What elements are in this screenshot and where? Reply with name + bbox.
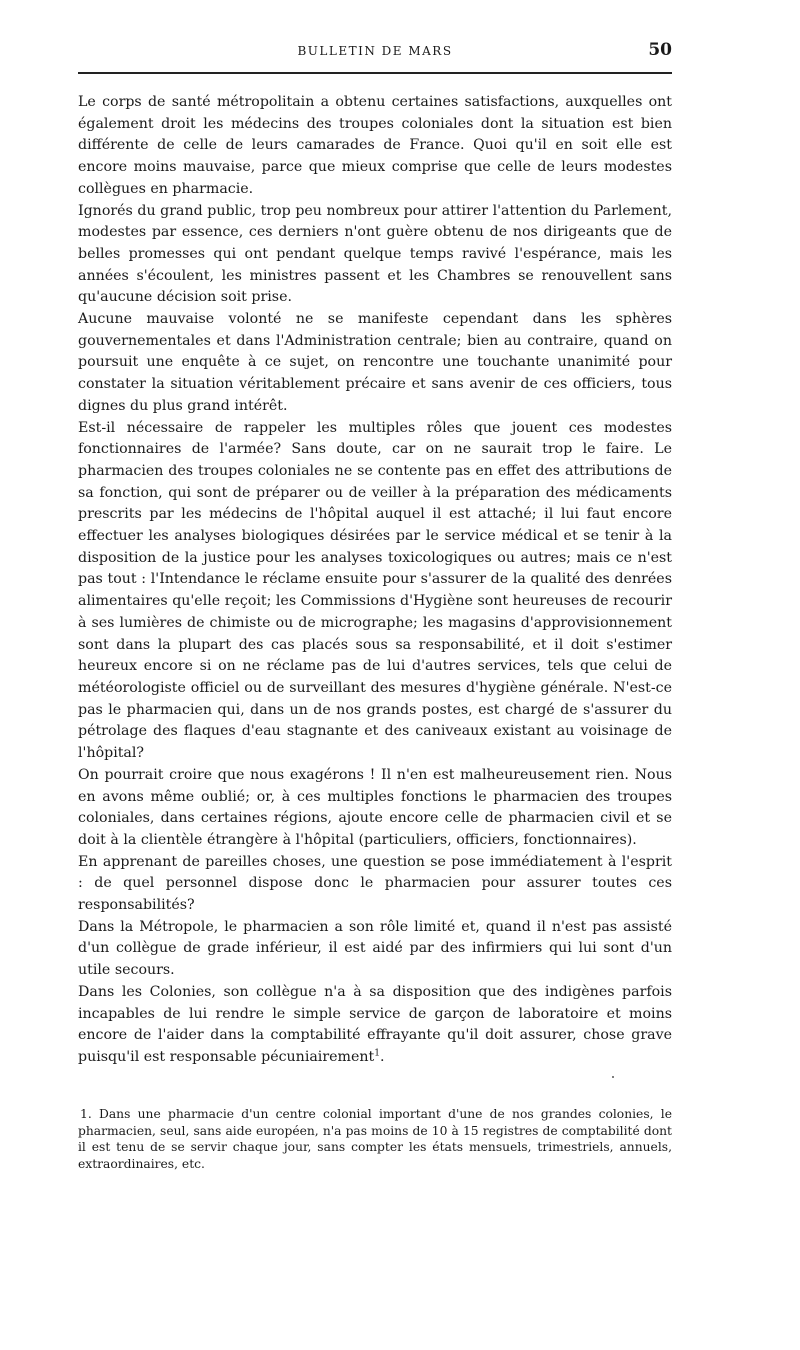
header-rule <box>78 72 672 74</box>
footnote-paragraph <box>78 1106 672 1172</box>
paragraph: Dans la Métropole, le pharmacien a son rôle limité et, quand il n'est pas assisté d'un collègue de grade inférieur, il est aidé par des infirmiers qui lui sont d'un utile secours. <box>78 918 672 979</box>
paragraph: Aucune mauvaise volonté ne se manifeste cependant dans les sphères gouvernementales et dans l'Administration centrale; bien au contraire, quand on poursuit une enquête à ce sujet, on rencontre une touchante unanimité pour constater la situation véritablement précaire et sans avenir de ces officiers, tous dignes du plus grand intérêt. <box>78 311 672 414</box>
footnote-reference: 1 <box>374 1048 380 1059</box>
footnote-number: 1. <box>80 1107 92 1121</box>
body-text <box>78 92 672 1069</box>
paragraph: Le corps de santé métropolitain a obtenu certaines satisfactions, auxquelles ont également droit les médecins des troupes coloniales dont la situation est bien différente de celle de leurs camarades de France. Quoi qu'il en soit elle est encore moins mauvaise, parce que mieux comprise que celle de leurs modestes collègues en pharmacie. <box>78 94 672 197</box>
footnote-text: Dans une pharmacie d'un centre colonial important d'une de nos grandes colonies, le pharmacien, seul, sans aide européen, n'a pas moins de 10 à 15 registres de comptabilité dont il est tenu de se servir chaque jour, sans compter les états mensuels, trimestriels, annuels, extraordinaires, etc. <box>78 1107 672 1171</box>
paragraph: Est-il nécessaire de rappeler les multiples rôles que jouent ces modestes fonctionnaires de l'armée? Sans doute, car on ne saurait trop le faire. Le pharmacien des troupes coloniales ne se contente pas en effet des attributions de sa fonction, qui sont de préparer ou de veiller à la préparation des médicaments prescrits par les médecins de l'hôpital auquel il est attaché; il lui faut encore effectuer les analyses biologiques désirées par le service médical et se tenir à la disposition de la justice pour les analyses toxicologiques ou autres; mais ce n'est pas tout : l'Intendance le réclame ensuite pour s'assurer de la qualité des denrées alimentaires qu'elle reçoit; les Commissions d'Hygiène sont heureuses de recourir à ses lumières de chimiste ou de micrographe; les magasins d'approvisionnement sont dans la plupart des cas placés sous sa responsabilité, et il doit s'estimer heureux encore si on ne réclame pas de lui d'autres services, tels que celui de météorologiste officiel ou de surveillant des mesures d'hygiène générale. N'est-ce pas le pharmacien qui, dans un de nos grands postes, est chargé de s'assurer du pétrolage des flaques d'eau stagnante et des caniveaux existant au voisinage de l'hôpital? <box>78 419 672 762</box>
page-header <box>78 38 672 68</box>
paragraph: En apprenant de pareilles choses, une question se pose immédiatement à l'esprit : de quel personnel dispose donc le pharmacien pour assurer toutes ces responsabilités? <box>78 853 672 914</box>
page-number: 50 <box>648 40 672 60</box>
print-speck <box>612 1076 614 1078</box>
footnote <box>78 1106 672 1172</box>
paragraph-last: Dans les Colonies, son collègue n'a à sa disposition que des indigènes parfois incapables de lui rendre le simple service de garçon de laboratoire et moins encore de l'aider dans la comptabilité effrayante qu'il doit assurer, chose grave puisqu'il est responsable pécuniairement$^1$. <box>78 983 672 1065</box>
paragraph: Ignorés du grand public, trop peu nombreux pour attirer l'attention du Parlement, modestes par essence, ces derniers n'ont guère obtenu de nos dirigeants que de belles promesses qui ont pendant quelque temps ravivé l'espérance, mais les années s'écoulent, les ministres passent et les Chambres se renouvellent sans qu'aucune décision soit prise. <box>78 202 672 306</box>
paragraph: On pourrait croire que nous exagérons ! Il n'en est malheureusement rien. Nous en avons même oublié; or, à ces multiples fonctions le pharmacien des troupes coloniales, dans certaines régions, ajoute encore celle de pharmacien civil et se doit à la clientèle étrangère à l'hôpital (particuliers, officiers, fonctionnaires). <box>78 766 672 848</box>
paragraph-text: Dans les Colonies, son collègue n'a à sa disposition que des indigènes parfois incapables de lui rendre le simple service de garçon de laboratoire et moins encore de l'aider dans la comptabilité effrayante qu'il doit assurer, chose grave puisqu'il est responsable pécuniairement <box>78 983 672 1065</box>
running-title: BULLETIN DE MARS <box>297 44 453 58</box>
